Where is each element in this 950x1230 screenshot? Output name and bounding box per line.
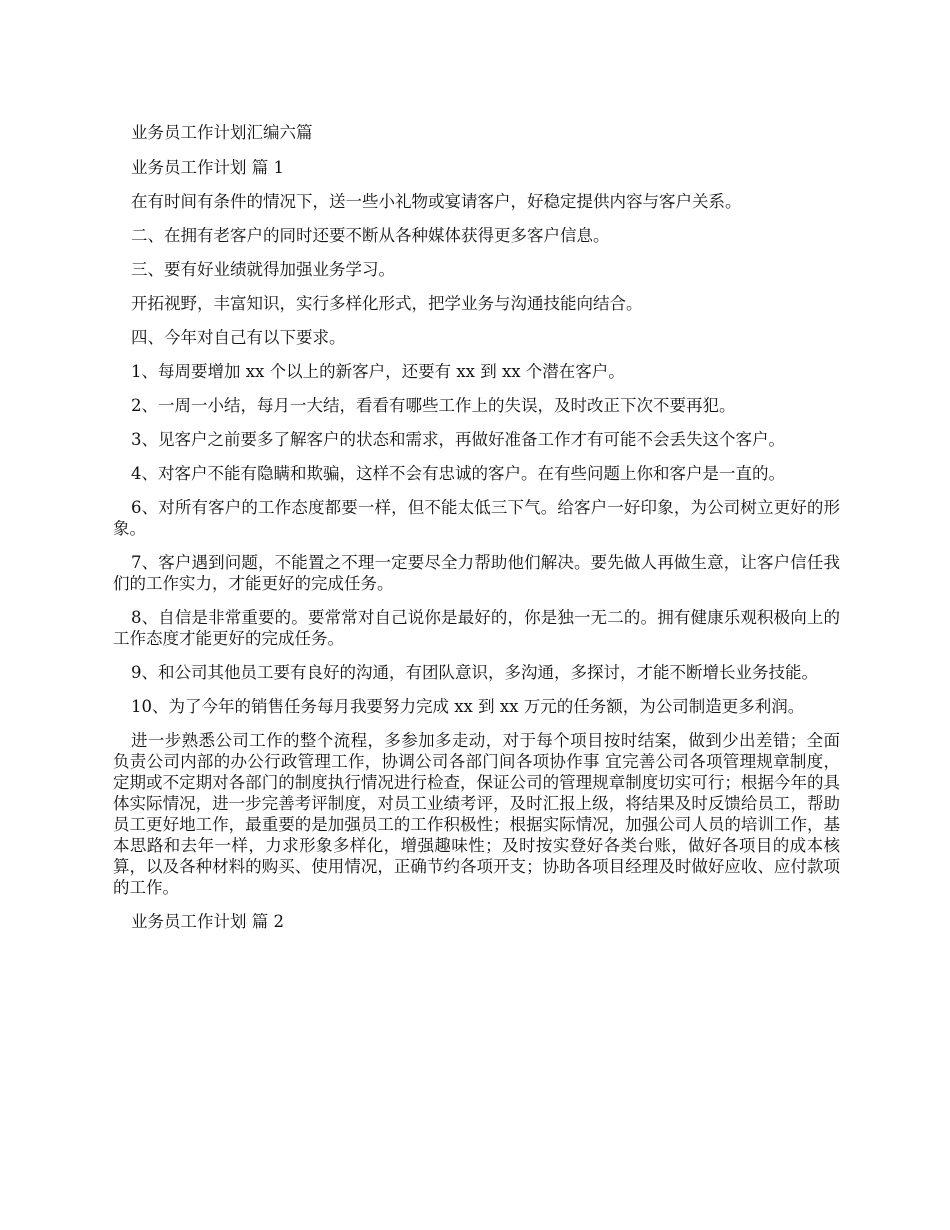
list-item: 8、自信是非常重要的。要常常对自己说你是最好的，你是独一无二的。拥有健康乐观积极向上的工作态度才能更好的完成任务。 xyxy=(113,608,840,648)
list-item: 4、对客户不能有隐瞒和欺骗，这样不会有忠诚的客户。在有些问题上你和客户是一直的。 xyxy=(131,464,785,483)
paragraph: 开拓视野，丰富知识，实行多样化形式，把学业务与沟通技能向结合。 xyxy=(131,294,643,313)
document-page xyxy=(113,122,840,945)
document-title: 业务员工作计划汇编六篇 xyxy=(131,123,313,142)
list-item: 1、每周要增加 xx 个以上的新客户，还要有 xx 到 xx 个潜在客户。 xyxy=(131,362,625,381)
list-item: 6、对所有客户的工作态度都要一样，但不能太低三下气。给客户一好印象，为公司树立更好的形象。 xyxy=(113,498,840,538)
list-item: 2、一周一小结，每月一大结，看看有哪些工作上的失误，及时改正下次不要再犯。 xyxy=(131,396,736,415)
list-item: 7、客户遇到问题，不能置之不理一定要尽全力帮助他们解决。要先做人再做生意，让客户信任我们的工作实力，才能更好的完成任务。 xyxy=(113,553,840,593)
paragraph: 四、今年对自己有以下要求。 xyxy=(131,328,346,347)
paragraph: 二、在拥有老客户的同时还要不断从各种媒体获得更多客户信息。 xyxy=(131,226,610,245)
list-item: 3、见客户之前要多了解客户的状态和需求，再做好准备工作才有可能不会丢失这个客户。 xyxy=(131,430,785,449)
list-item: 10、为了今年的销售任务每月我要努力完成 xx 到 xx 万元的任务额，为公司制造更多利润。 xyxy=(131,697,805,716)
paragraph: 进一步熟悉公司工作的整个流程，多参加多走动，对于每个项目按时结案，做到少出差错；全面负责公司内部的办公行政管理工作，协调公司各部门间各项协作事 宜完善公司各项管理规章制度，定期或不定期对各部门的制度执行情况进行检查，保证公司的管理规章制度切实可行；根据今年的具体实际情况，进一步完善考评制度，对员工业绩考评，及时汇报上级，将结果及时反馈给员工，帮助员工更好地工作，最重要的是加强员工的工作积极性；根据实际情况，加强公司人员的培训工作，基本思路和去年一样，力求形象多样化，增强趣味性；及时按实登好各类台账，做好各项目的成本核算，以及各种材料的购买、使用情况，正确节约各项开支；协助各项目经理及时做好应收、应付款项的工作。 xyxy=(113,731,840,897)
paragraph: 在有时间有条件的情况下，送一些小礼物或宴请客户，好稳定提供内容与客户关系。 xyxy=(131,192,742,211)
list-item: 9、和公司其他员工要有良好的沟通，有团队意识，多沟通，多探讨，才能不断增长业务技能。 xyxy=(131,663,818,682)
paragraph: 三、要有好业绩就得加强业务学习。 xyxy=(131,260,395,279)
section-heading-2: 业务员工作计划 篇 2 xyxy=(131,912,284,931)
section-heading-1: 业务员工作计划 篇 1 xyxy=(131,158,284,177)
